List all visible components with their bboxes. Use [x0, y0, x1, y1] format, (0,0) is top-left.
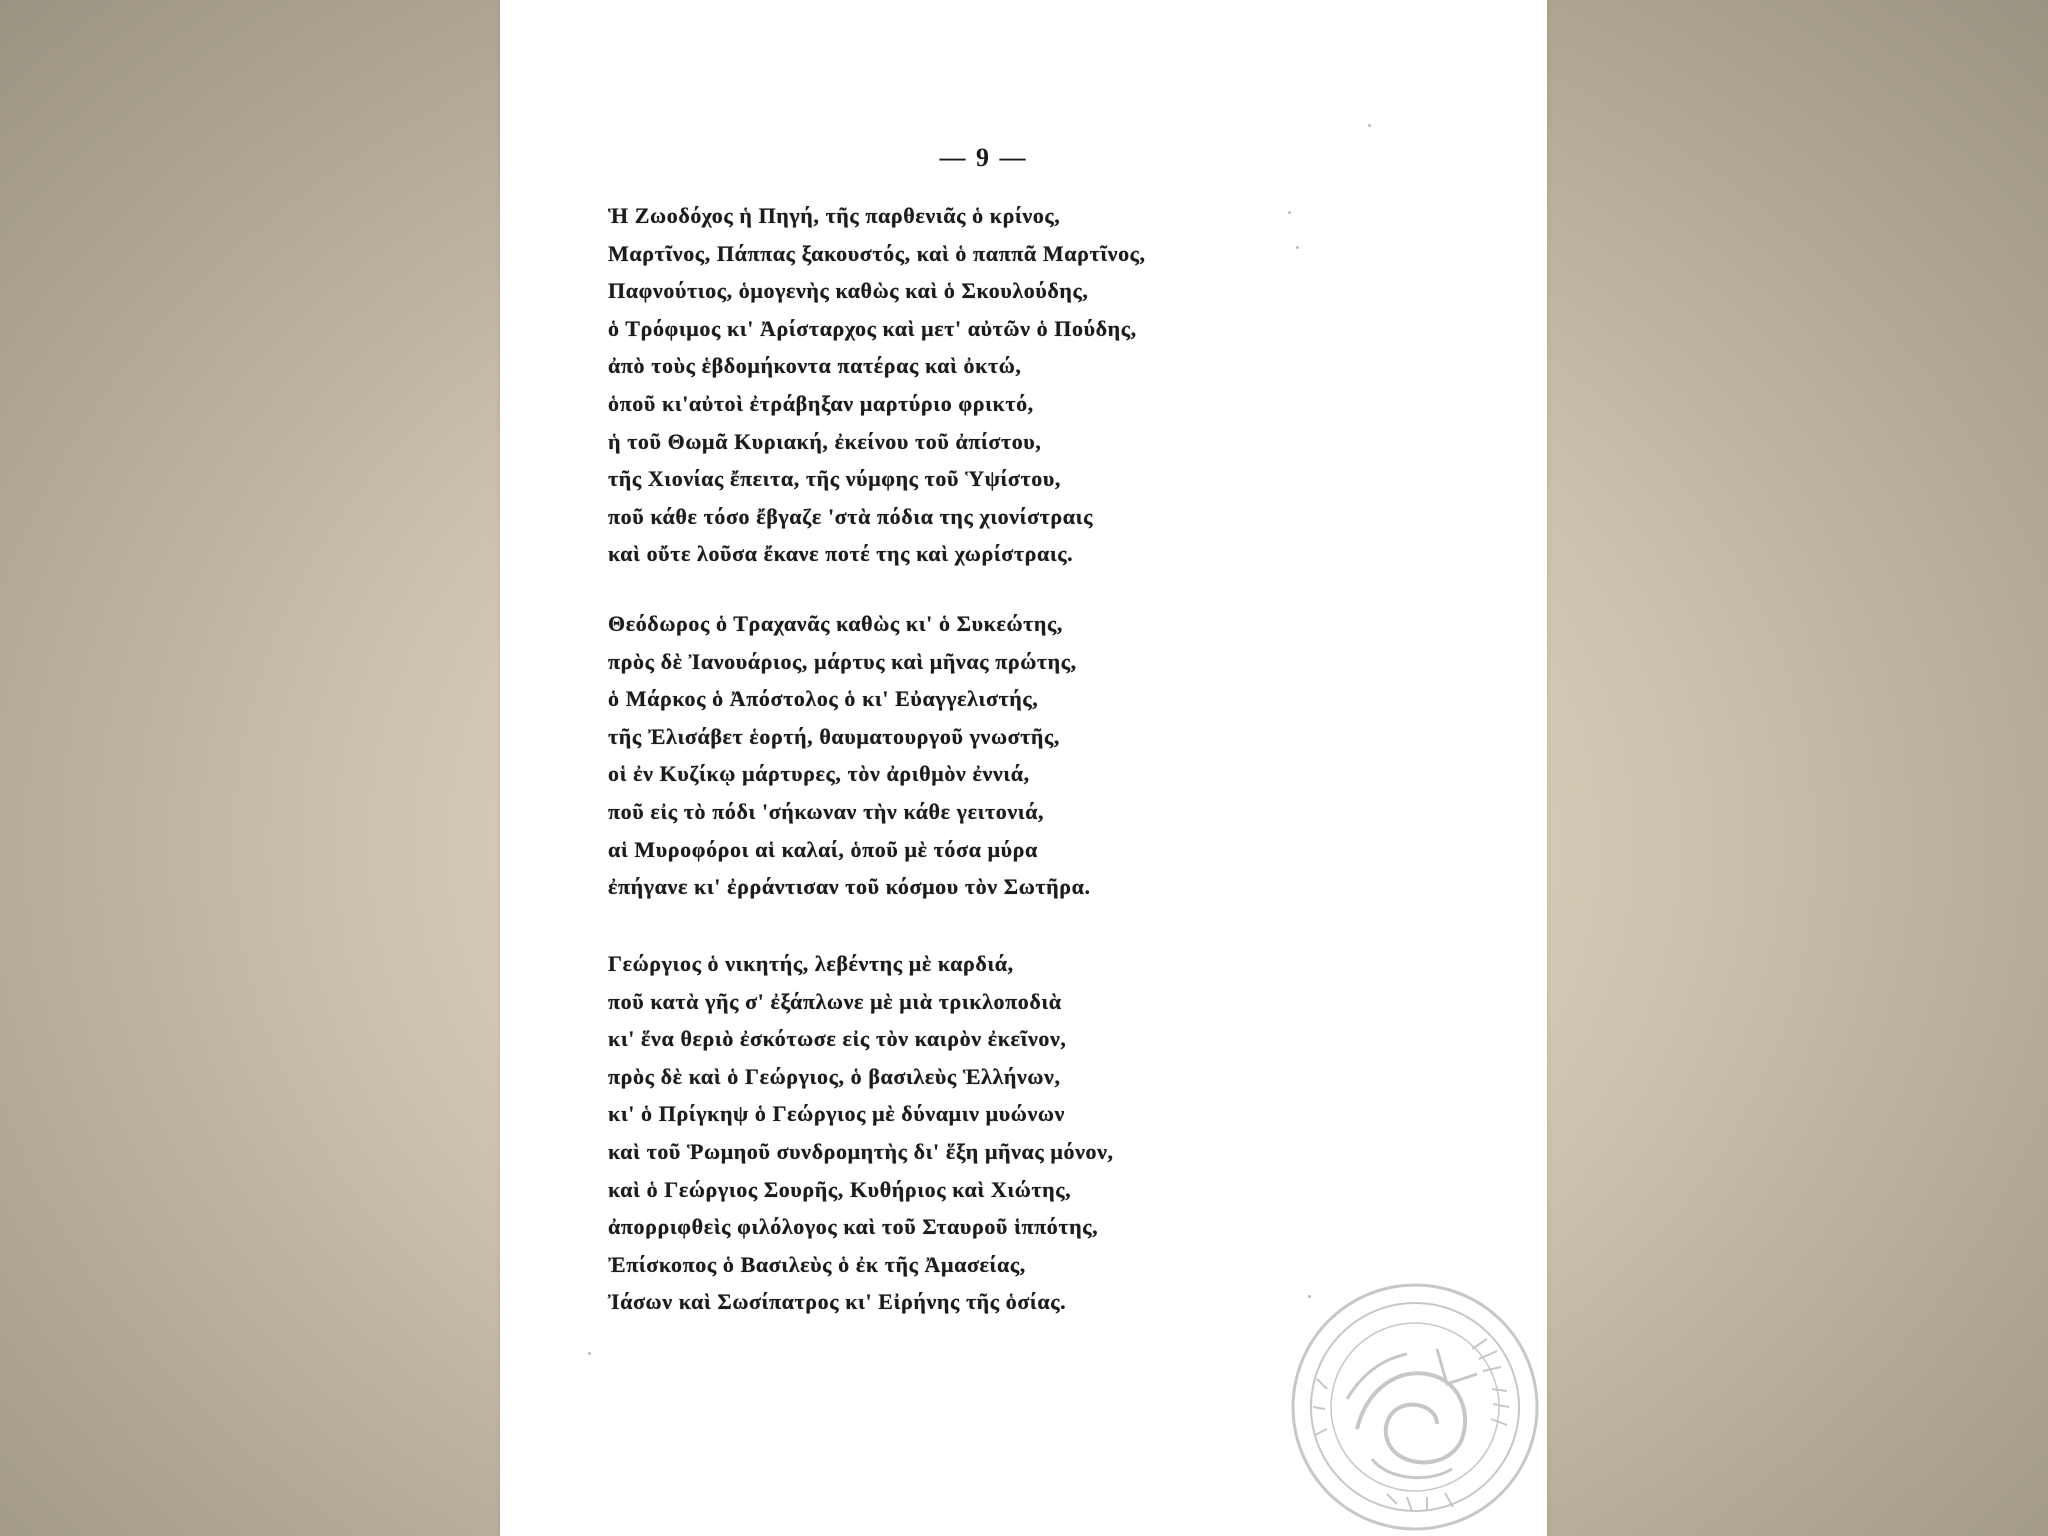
verse-line: Ἡ Ζωοδόχος ἡ Πηγή, τῆς παρθενιᾶς ὁ κρίνος,	[608, 203, 1061, 228]
scan-speck	[1296, 246, 1299, 249]
verse-line: Μαρτῖνος, Πάππας ξακουστός, καὶ ὁ παππᾶ Μαρτῖνος,	[608, 240, 1146, 266]
verse-line: Ἐπίσκοπος ὁ Βασιλεὺς ὁ ἐκ τῆς Ἀμασείας,	[608, 1251, 1026, 1277]
scan-speck	[1288, 211, 1291, 214]
verse-line: ἐπήγανε κι' ἐρράντισαν τοῦ κόσμου τὸν Σωτῆρα.	[608, 874, 1091, 900]
stanza-2	[608, 605, 1091, 906]
verse-line: ἀπορριφθεὶς φιλόλογος καὶ τοῦ Σταυροῦ ἱππότης,	[608, 1214, 1099, 1240]
verse-line: αἱ Μυροφόροι αἱ καλαί, ὁποῦ μὲ τόσα μύρα	[608, 836, 1038, 862]
verse-line: Γεώργιος ὁ νικητής, λεβέντης μὲ καρδιά,	[608, 951, 1014, 976]
page-number: — 9 —	[939, 143, 1028, 172]
scan-speck	[1368, 124, 1371, 127]
verse-line: Ἰάσων καὶ Σωσίπατρος κι' Εἰρήνης τῆς ὁσίας.	[608, 1289, 1067, 1315]
verse-line: καὶ οὔτε λοῦσα ἔκανε ποτέ της καὶ χωρίστραις.	[608, 541, 1074, 567]
verse-line: ποῦ εἰς τὸ πόδι 'σήκωναν τὴν κάθε γειτονιά,	[608, 798, 1045, 824]
stanza-1	[608, 197, 1146, 573]
verse-line: οἱ ἐν Κυζίκῳ μάρτυρες, τὸν ἀριθμὸν ἐννιά,	[608, 761, 1030, 787]
verse-line: καὶ τοῦ Ῥωμηοῦ συνδρομητὴς δι' ἕξη μῆνας μόνον,	[608, 1138, 1114, 1164]
verse-line: ὁποῦ κι'αὐτοὶ ἐτράβηξαν μαρτύριο φρικτό,	[608, 390, 1034, 416]
verse-line: Παφνούτιος, ὁμογενὴς καθὼς καὶ ὁ Σκουλούδης,	[608, 278, 1089, 304]
verse-line: πρὸς δὲ καὶ ὁ Γεώργιος, ὁ βασιλεὺς Ἑλλήνων,	[608, 1063, 1061, 1089]
verse-line: ποῦ κάθε τόσο ἔβγαζε 'στὰ πόδια της χιονίστραις	[608, 503, 1093, 529]
verse-line: κι' ὁ Πρίγκηψ ὁ Γεώργιος μὲ δύναμιν μυώνων	[608, 1101, 1065, 1127]
verse-line: ἀπὸ τοὺς ἑβδομήκοντα πατέρας καὶ ὀκτώ,	[608, 353, 1022, 379]
library-seal-stamp-icon	[1287, 1279, 1543, 1535]
verse-line: Θεόδωρος ὁ Τραχανᾶς καθὼς κι' ὁ Συκεώτης,	[608, 611, 1063, 636]
verse-line: πρὸς δὲ Ἰανουάριος, μάρτυς καὶ μῆνας πρώτης,	[608, 648, 1077, 674]
verse-line: ἡ τοῦ Θωμᾶ Κυριακή, ἐκείνου τοῦ ἀπίστου,	[608, 428, 1042, 454]
verse-line: ποῦ κατὰ γῆς σ' ἐξάπλωνε μὲ μιὰ τρικλοποδιὰ	[608, 988, 1062, 1014]
verse-line: ὁ Τρόφιμος κι' Ἀρίσταρχος καὶ μετ' αὐτῶν ὁ Πούδης,	[608, 315, 1137, 341]
verse-line: καὶ ὁ Γεώργιος Σουρῆς, Κυθήριος καὶ Χιώτης,	[608, 1176, 1072, 1202]
verse-line: ὁ Μάρκος ὁ Ἀπόστολος ὁ κι' Εὐαγγελιστής,	[608, 686, 1039, 712]
scanned-page	[500, 0, 1547, 1536]
stanza-3	[608, 945, 1114, 1321]
scan-speck	[588, 1352, 591, 1355]
verse-line: τῆς Χιονίας ἔπειτα, τῆς νύμφης τοῦ Ὑψίστου,	[608, 466, 1061, 492]
verse-line: κι' ἕνα θεριὸ ἐσκότωσε εἰς τὸν καιρὸν ἐκεῖνον,	[608, 1026, 1067, 1052]
verse-line: τῆς Ἐλισάβετ ἑορτή, θαυματουργοῦ γνωστῆς,	[608, 723, 1061, 749]
